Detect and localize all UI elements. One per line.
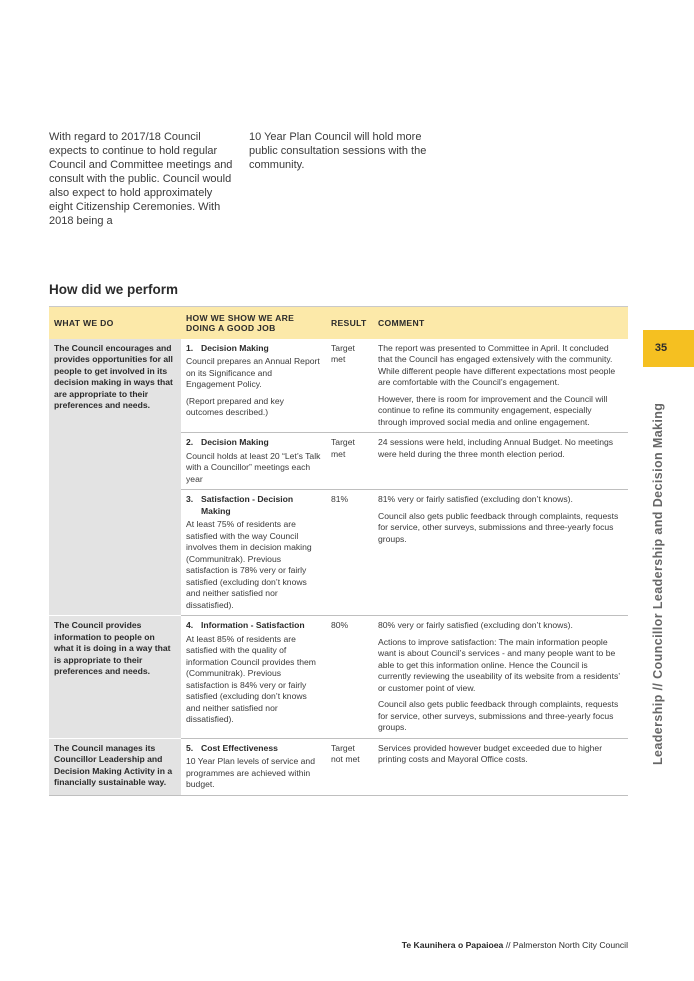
measure-title-text: Information - Satisfaction [201,620,305,630]
measure-number: 4. [186,620,194,630]
footer-maori-name: Te Kaunihera o Papaioea [401,940,504,950]
comment-text: Actions to improve satisfaction: The main information people want is about Council’s services - and many people want to be able to get this information online. Hence the Council is currently reviewing the useability of its website from a residents’ or customer point of view. [378,636,620,693]
measure-description: At least 75% of residents are satisfied with the way Council involves them in decision making (Communitrak). Previous satisfaction is 78% very or fairly satisfied (excluding don’t knows and neither satisfied nor dissatisfied). [186,519,312,610]
measure-number: 2. [186,437,194,447]
measure-title-text: Decision Making [201,342,269,353]
result-cell: Target met [326,433,373,490]
comment-text: 80% very or fairly satisfied (excluding don’t knows). [378,620,573,630]
measure-number: 5. [186,742,194,753]
header-result: RESULT [326,307,373,339]
performance-table [49,306,628,796]
result-cell: Target not met [326,738,373,795]
section-side-title: Leadership // Councillor Leadership and Decision Making [651,402,665,765]
measure-title [186,437,321,449]
table-row [49,738,628,795]
comment-text: Council also gets public feedback through complaints, requests for service, other surveys, submissions and three-yearly focus groups. [378,510,619,544]
table-header-row [49,307,628,339]
comment-cell [373,433,628,490]
what-we-do-cell: The Council manages its Councillor Leadership and Decision Making Activity in a financially sustainable way. [49,738,181,795]
result-cell: Target met [326,339,373,433]
comment-cell [373,616,628,739]
measure-cell [181,738,326,795]
measure-title [186,494,321,517]
measure-title-text: Cost Effectiveness [201,742,278,753]
footer-separator: // [503,940,513,950]
measure-cell [181,339,326,433]
comment-text: 24 sessions were held, including Annual Budget. No meetings were held during the three month election period. [378,437,614,459]
comment-text: Council also gets public feedback through complaints, requests for service, other surveys, submissions and three-yearly focus groups. [378,699,619,732]
what-we-do-cell: The Council encourages and provides opportunities for all people to get involved in its decision making in ways that are appropriate to their preferences and needs. [49,339,181,616]
intro-paragraph-right: 10 Year Plan Council will hold more public consultation sessions with the community. [249,131,427,171]
measure-title [186,343,321,355]
comment-cell [373,339,628,433]
comment-text: However, there is room for improvement and the Council will continue to refine its community engagement, especially through improved social media and online engagement. [378,393,608,427]
measure-description: Council holds at least 20 “Let’s Talk with a Councillor” meetings each year [186,450,321,484]
measure-description: 10 Year Plan levels of service and programmes are achieved within budget. [186,756,315,789]
measure-title-text: Decision Making [201,437,269,447]
page-number: 35 [654,342,668,354]
measure-description: (Report prepared and key outcomes described.) [186,395,284,417]
measure-number: 3. [186,494,194,504]
header-how-we-show: HOW WE SHOW WE ARE DOING A GOOD JOB [181,307,326,339]
measure-title [186,743,321,755]
table-row [49,339,628,433]
measure-cell [181,433,326,490]
measure-title [186,620,321,632]
measure-number: 1. [186,342,194,353]
measure-description: Council prepares an Annual Report on its Significance and Engagement Policy. [186,356,320,389]
comment-cell [373,738,628,795]
footer [402,940,628,950]
measure-description: At least 85% of residents are satisfied with the quality of information Council provides them (Communitrak). Previous satisfaction is 84% very or fairly satisfied (excluding don’t knows and neither satisfied nor dissatisfied). [186,633,316,724]
comment-text: 81% very or fairly satisfied (excluding don’t knows). [378,494,573,504]
comment-text: Services provided however budget exceeded due to higher printing costs and Mayoral Office costs. [378,742,603,764]
measure-cell [181,616,326,739]
comment-cell [373,490,628,616]
section-title: How did we perform [49,282,179,297]
header-what-we-do: WHAT WE DO [49,307,181,339]
footer-council-name: Palmerston North City Council [512,940,628,950]
table-row [49,616,628,739]
measure-cell [181,490,326,616]
measure-title-text: Satisfaction - Decision Making [201,494,294,516]
result-cell: 81% [326,490,373,616]
result-cell: 80% [326,616,373,739]
intro-paragraph-left: With regard to 2017/18 Council expects to continue to hold regular Council and Committee meetings and consult with the public. Council would also expect to hold approximately eight Citizenship Ceremonies. With 2018 being a [49,131,233,227]
what-we-do-cell: The Council provides information to people on what it is doing in a way that is appropriate to their preferences and needs. [49,616,181,739]
header-comment: COMMENT [373,307,628,339]
comment-text: The report was presented to Committee in April. It concluded that the Council has engaged extensively with the community. While different people have different expectations most people are comfortable with the Council’s engagement. [378,342,616,387]
